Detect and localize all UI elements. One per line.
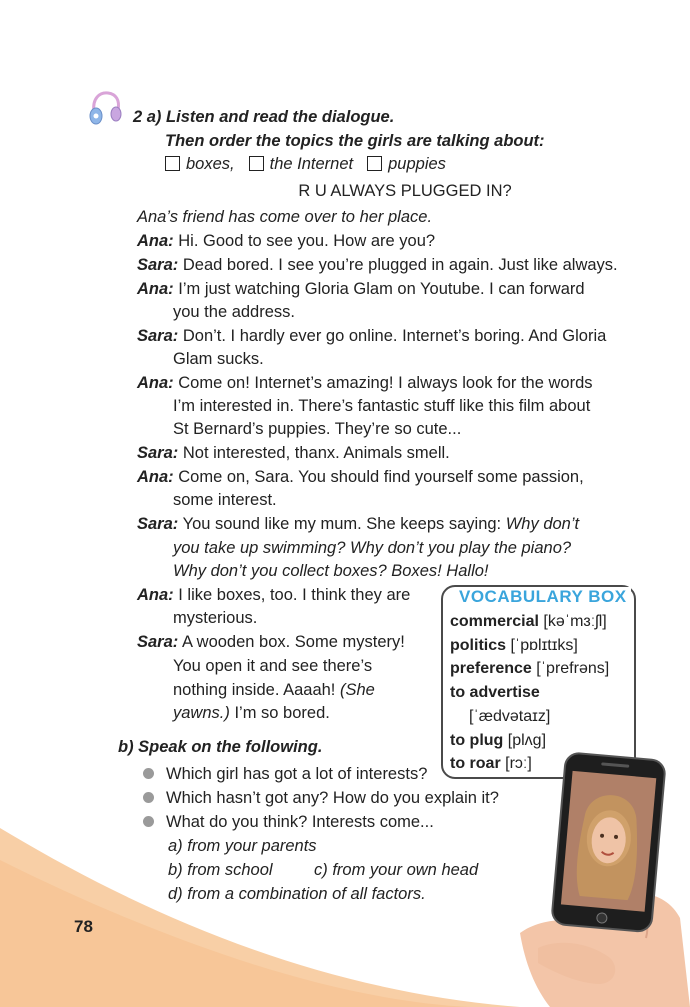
topic-options (165, 154, 460, 174)
dialogue-line: Ana: Hi. Good to see you. How are you? (137, 232, 436, 250)
dialogue-continuation: you the address. (173, 303, 295, 321)
dialogue-line: Ana: Come on, Sara. You should find yourself some passion, (137, 468, 584, 486)
vocabulary-item: preference [ˈprefrəns] (450, 660, 610, 677)
dialogue-continuation: yawns.) I’m so bored. (173, 704, 330, 722)
checkbox-icon[interactable] (249, 156, 264, 171)
speak-question: What do you think? Interests come... (166, 813, 434, 831)
vocabulary-item: commercial [kəˈmɜːʃl] (450, 613, 607, 630)
speak-heading: b) Speak on the following. (118, 738, 323, 756)
dialogue-line: Sara: Dead bored. I see you’re plugged in again. Just like always. (137, 256, 618, 274)
exercise-heading: 2 a) Listen and read the dialogue. (133, 108, 395, 126)
topic-boxes[interactable]: boxes, (165, 154, 235, 174)
dialogue-line: Ana: Come on! Internet’s amazing! I always look for the words (137, 374, 593, 392)
checkbox-icon[interactable] (367, 156, 382, 171)
page-number: 78 (74, 917, 93, 936)
speak-option: a) from your parents (168, 837, 317, 855)
dialogue-continuation: you take up swimming? Why don’t you play the piano? (173, 539, 572, 557)
dialogue-title: R U ALWAYS PLUGGED IN? (298, 182, 512, 200)
speak-option: d) from a combination of all factors. (168, 885, 426, 903)
dialogue-continuation: You open it and see there’s (173, 657, 373, 675)
headphones-icon (86, 90, 126, 128)
dialogue-intro: Ana’s friend has come over to her place. (137, 208, 433, 226)
exercise-instruction: Then order the topics the girls are talking about: (165, 132, 545, 150)
dialogue-line: Sara: Don’t. I hardly ever go online. Internet’s boring. And Gloria (137, 327, 607, 345)
bullet-icon (143, 816, 154, 827)
vocabulary-item: to plug [plʌg] (450, 732, 547, 749)
topic-internet[interactable]: the Internet (249, 154, 353, 174)
dialogue-line: Ana: I’m just watching Gloria Glam on Youtube. I can forward (137, 280, 585, 298)
speak-question: Which hasn’t got any? How do you explain it? (166, 789, 499, 807)
dialogue-continuation: Glam sucks. (173, 350, 264, 368)
bullet-icon (143, 792, 154, 803)
vocabulary-ipa: [ˈædvətaɪz] (469, 708, 551, 725)
dialogue-line: Sara: You sound like my mum. She keeps saying: Why don’t (137, 515, 580, 533)
bullet-icon (143, 768, 154, 779)
dialogue-continuation: St Bernard’s puppies. They’re so cute... (173, 420, 462, 438)
speak-option: b) from school (168, 861, 273, 879)
dialogue-line: Sara: Not interested, thanx. Animals smell. (137, 444, 450, 462)
dialogue-line: Ana: I like boxes, too. I think they are (137, 586, 411, 604)
speak-option: c) from your own head (314, 861, 479, 879)
dialogue-continuation: some interest. (173, 491, 277, 509)
vocabulary-item: to roar [rɔː] (450, 755, 532, 772)
vocabulary-box-title: VOCABULARY BOX (455, 587, 631, 607)
vocabulary-item: politics [ˈpɒlɪtɪks] (450, 637, 578, 654)
dialogue-line: Sara: A wooden box. Some mystery! (137, 633, 405, 651)
smartphone-in-hand-illustration (520, 748, 690, 1007)
speak-question: Which girl has got a lot of interests? (166, 765, 428, 783)
dialogue-continuation: I’m interested in. There’s fantastic stuff like this film about (173, 397, 591, 415)
vocabulary-item: to advertise (450, 684, 540, 701)
checkbox-icon[interactable] (165, 156, 180, 171)
topic-puppies[interactable]: puppies (367, 154, 446, 174)
dialogue-continuation: Why don’t you collect boxes? Boxes! Hallo! (173, 562, 489, 580)
dialogue-continuation: nothing inside. Aaaah! (She (173, 681, 375, 699)
dialogue-continuation: mysterious. (173, 609, 258, 627)
